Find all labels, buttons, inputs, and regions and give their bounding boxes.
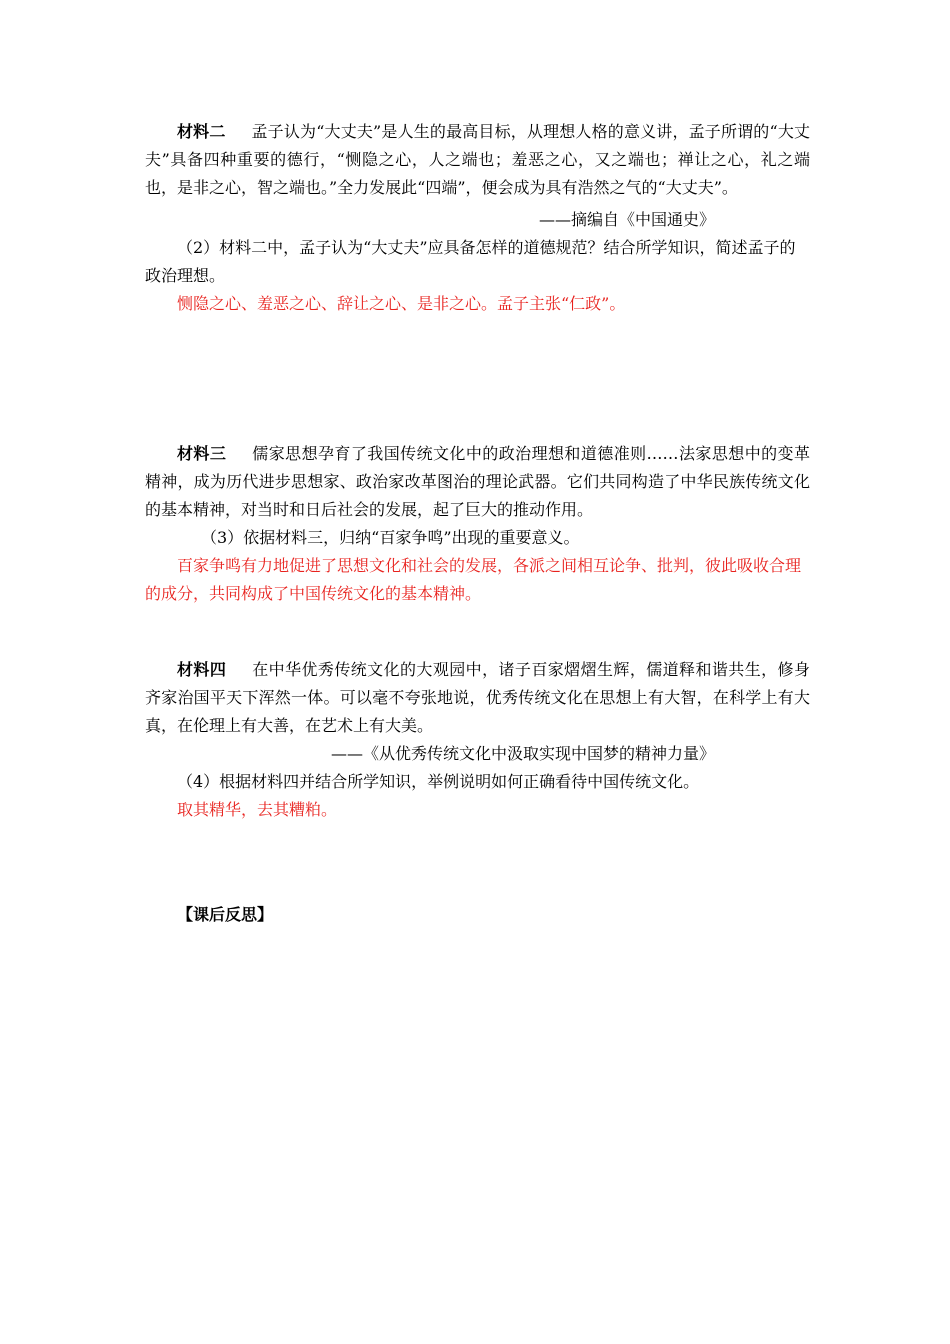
reflection-heading: 【课后反思】: [177, 905, 274, 924]
material-3-label: 材料三: [177, 444, 227, 463]
material-2-label: 材料二: [177, 122, 226, 141]
material-2-paragraph: [145, 118, 810, 202]
material-4-section: [145, 656, 810, 824]
material-3-section: [145, 440, 810, 608]
material-4-paragraph: [145, 656, 810, 740]
material-4-label: 材料四: [177, 660, 227, 679]
question-4: （4）根据材料四并结合所学知识，举例说明如何正确看待中国传统文化。: [177, 772, 700, 791]
question-2: （2）材料二中，孟子认为“大丈夫”应具备怎样的道德规范？结合所学知识，简述孟子的政治理想。: [145, 238, 796, 285]
material-3-paragraph: [145, 440, 810, 524]
material-4-source: ——《从优秀传统文化中汲取实现中国梦的精神力量》: [330, 744, 715, 763]
answer-2: 恻隐之心、羞恶之心、辞让之心、是非之心。孟子主张“仁政”。: [177, 294, 626, 313]
material-2-source: ——摘编自《中国通史》: [538, 210, 715, 229]
material-4-text: 在中华优秀传统文化的大观园中，诸子百家熠熠生辉，儒道释和谐共生，修身齐家治国平天下浑然一体。可以毫不夸张地说，优秀传统文化在思想上有大智，在科学上有大真，在伦理上有大善，在艺术上有大美。: [145, 660, 810, 735]
question-3: （3）依据材料三，归纳“百家争鸣”出现的重要意义。: [201, 528, 580, 547]
material-2-text: 孟子认为“大丈夫”是人生的最高目标，从理想人格的意义讲，孟子所谓的“大丈夫”具备四种重要的德行，“恻隐之心，人之端也；羞恶之心，又之端也；禅让之心，礼之端也，是非之心，智之端也。”全力发展此“四端”，便会成为具有浩然之气的“大丈夫”。: [145, 122, 810, 197]
answer-3: 百家争鸣有力地促进了思想文化和社会的发展，各派之间相互论争、批判，彼此吸收合理的成分，共同构成了中国传统文化的基本精神。: [145, 556, 802, 603]
answer-4: 取其精华，去其糟粕。: [177, 800, 338, 819]
material-3-text: 儒家思想孕育了我国传统文化中的政治理想和道德准则……法家思想中的变革精神，成为历代进步思想家、政治家改革图治的理论武器。它们共同构造了中华民族传统文化的基本精神，对当时和日后社会的发展，起了巨大的推动作用。: [145, 444, 810, 519]
material-2-section: [145, 118, 810, 318]
